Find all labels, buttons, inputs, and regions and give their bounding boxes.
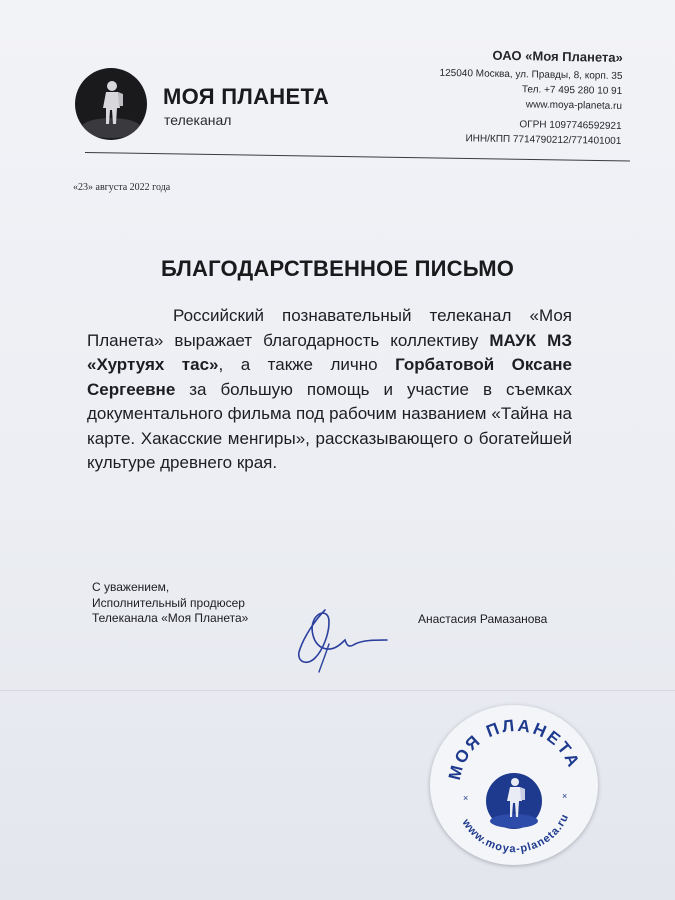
closing-block bbox=[92, 580, 248, 627]
body-organization: МАУК МЗ «Хуртуях тас» bbox=[87, 330, 572, 374]
traveler-logo-icon bbox=[75, 68, 147, 140]
svg-text:×: × bbox=[463, 793, 469, 803]
company-ogrn: ОГРН 1097746592921 bbox=[519, 119, 622, 132]
company-name: ОАО «Моя Планета» bbox=[492, 47, 623, 65]
company-phone: Тел. +7 495 280 10 91 bbox=[521, 84, 623, 97]
body-part-1: Российский познавательный телеканал «Моя Планета» выражает благодарность коллективу bbox=[87, 306, 572, 350]
body-person: Горбатовой Оксане Сергеевне bbox=[87, 355, 572, 399]
header-divider bbox=[85, 152, 630, 162]
sticker-bottom-text: www.moya-planeta.ru bbox=[459, 811, 572, 856]
company-inn-kpp: ИНН/КПП 7714790212/771401001 bbox=[465, 133, 622, 147]
channel-sticker bbox=[430, 705, 598, 865]
sticker-top-text: МОЯ ПЛАНЕТА bbox=[444, 715, 584, 782]
logo-title: МОЯ ПЛАНЕТА bbox=[163, 84, 330, 109]
closing-line-1: С уважением, bbox=[92, 580, 170, 594]
svg-text:×: × bbox=[562, 791, 568, 801]
channel-logo bbox=[75, 68, 335, 138]
letter-body bbox=[87, 304, 572, 476]
paper-fold bbox=[0, 690, 675, 691]
handwritten-signature bbox=[285, 600, 395, 675]
logo-subtitle: телеканал bbox=[164, 112, 232, 128]
company-website: www.moya-planeta.ru bbox=[525, 99, 623, 112]
sticker-logo-icon bbox=[486, 773, 542, 829]
body-part-3: за большую помощь и участие в съемках документального фильма под рабочим названием «Тайна на карте. Хакасские менгиры», рассказывающего о богатейшей культуре древнего края. bbox=[87, 379, 572, 472]
company-details bbox=[438, 47, 623, 149]
company-address: 125040 Москва, ул. Правды, 8, корп. 35 bbox=[439, 67, 623, 82]
body-part-2: , а также лично bbox=[218, 355, 396, 374]
letter-date: «23» августа 2022 года bbox=[73, 182, 171, 193]
closing-line-2: Исполнительный продюсер bbox=[92, 595, 245, 610]
signer-name: Анастасия Рамазанова bbox=[418, 612, 548, 626]
closing-line-3: Телеканала «Моя Планета» bbox=[92, 611, 249, 625]
letter-title: БЛАГОДАРСТВЕННОЕ ПИСЬМО bbox=[160, 256, 515, 281]
